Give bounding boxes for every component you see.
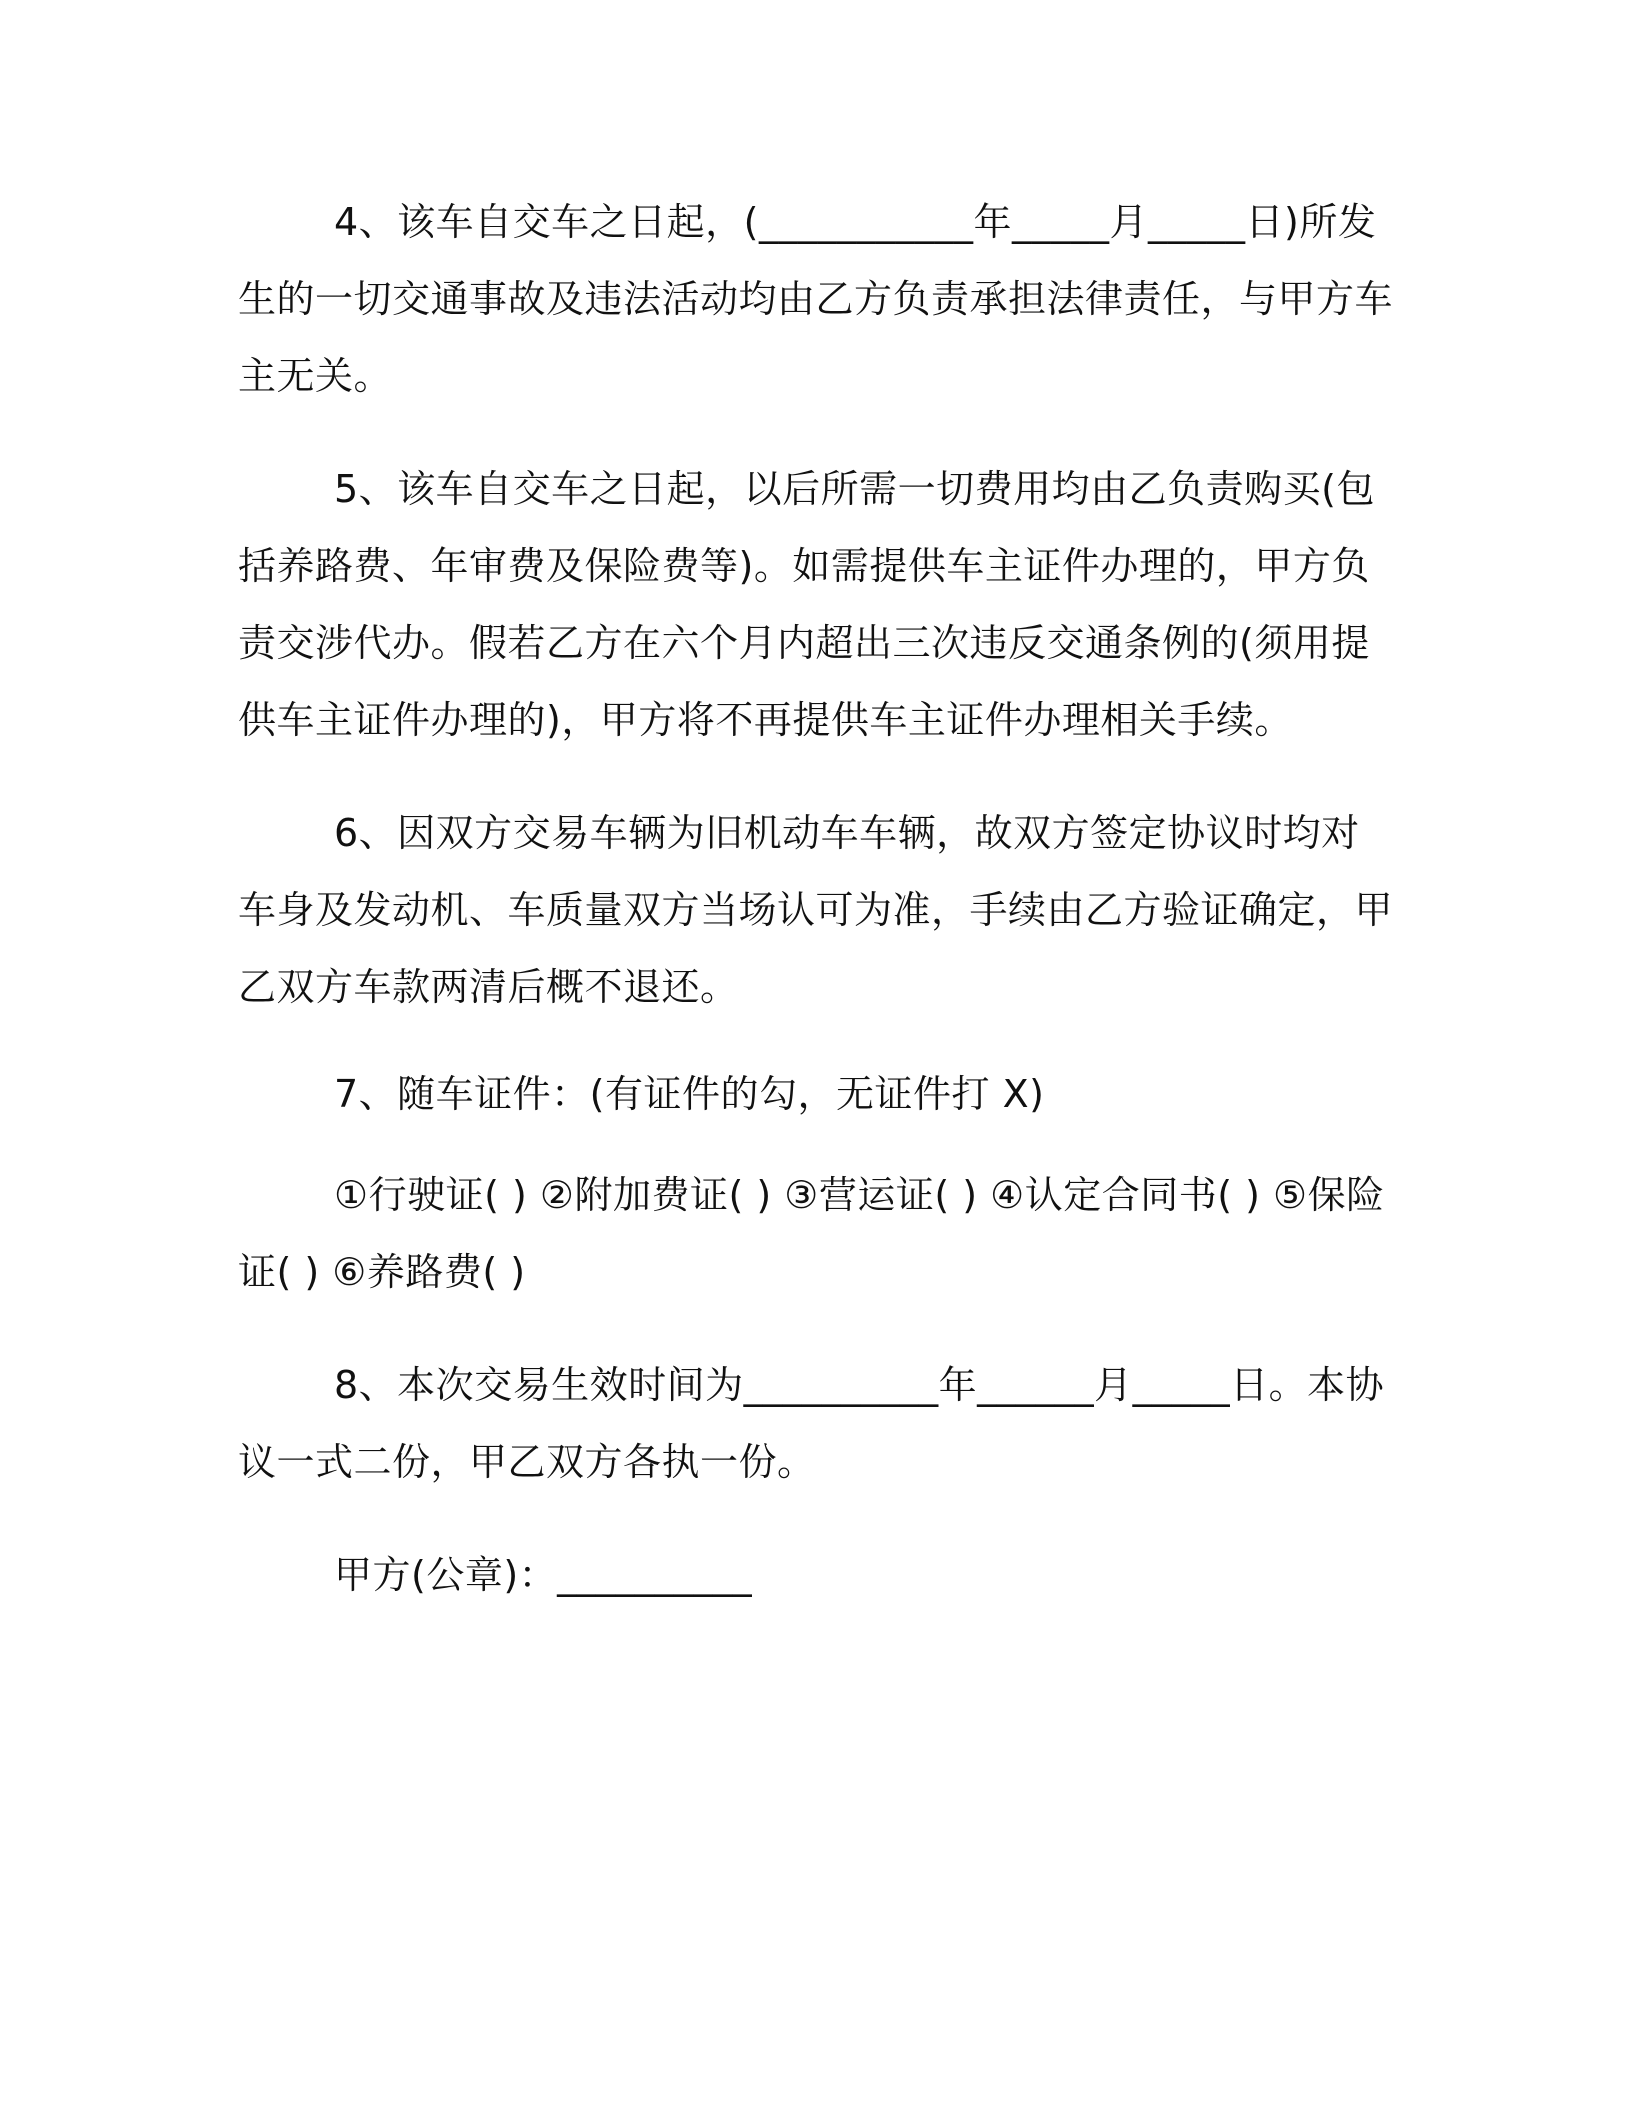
clause-7-document-list: ①行驶证( ) ②附加费证( ) ③营运证( ) ④认定合同书( ) ⑤保险证( ) ⑥养路费( ) xyxy=(238,1173,1385,1294)
clause-7-paragraph: 7、随车证件：(有证件的勾，无证件打 X) xyxy=(334,1072,1045,1116)
party-a-signature-line: 甲方(公章)：__________ xyxy=(334,1553,753,1597)
clause-5-paragraph: 5、该车自交车之日起，以后所需一切费用均由乙负责购买(包括养路费、年审费及保险费等)。如需提供车主证件办理的，甲方负责交涉代办。假若乙方在六个月内超出三次违反交通条例的(须用提供车主证件办理的)，甲方将不再提供车主证件办理相关手续。 xyxy=(238,467,1376,742)
clause-6-paragraph: 6、因双方交易车辆为旧机动车车辆，故双方签定协议时均对车身及发动机、车质量双方当场认可为准，手续由乙方验证确定，甲乙双方车款两清后概不退还。 xyxy=(238,811,1394,1009)
document-page xyxy=(238,184,1398,1614)
clause-4-paragraph: 4、该车自交车之日起，(___________年_____月_____日)所发生的一切交通事故及违法活动均由乙方负责承担法律责任，与甲方车主无关。 xyxy=(238,200,1394,398)
clause-8-paragraph: 8、本次交易生效时间为__________年______月_____日。本协议一式二份，甲乙双方各执一份。 xyxy=(238,1363,1385,1484)
